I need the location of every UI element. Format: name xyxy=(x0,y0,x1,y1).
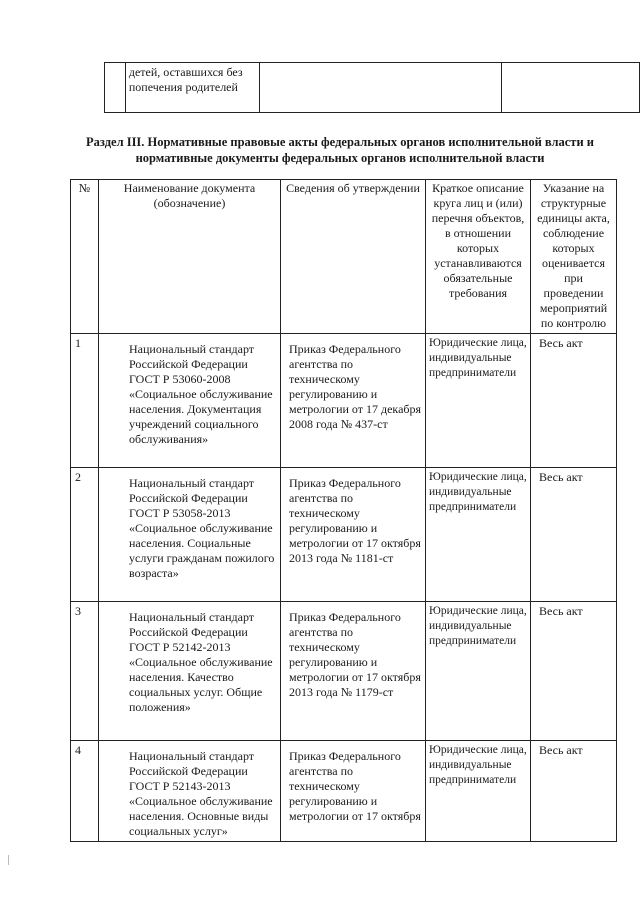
row-approval: Приказ Федерального агентства по техническому регулированию и метрологии от 17 октября xyxy=(281,741,426,842)
row-num: 3 xyxy=(71,602,99,741)
header-approval: Сведения об утверждении xyxy=(281,180,426,334)
table-row xyxy=(71,741,617,842)
row-num: 4 xyxy=(71,741,99,842)
row-document-name: Национальный стандарт Российской Федерации ГОСТ Р 53060-2008 «Социальное обслуживание населения. Документация учреждений социального обслуживания» xyxy=(99,334,281,468)
row-note: Весь акт xyxy=(531,602,617,741)
row-document-name: Национальный стандарт Российской Федерации ГОСТ Р 53058-2013 «Социальное обслуживание населения. Социальные услуги гражданам пожилого возраста» xyxy=(99,468,281,602)
continuation-row xyxy=(105,63,640,113)
row-note: Весь акт xyxy=(531,334,617,468)
row-document-name: Национальный стандарт Российской Федерации ГОСТ Р 52142-2013 «Социальное обслуживание населения. Качество социальных услуг. Общие положения» xyxy=(99,602,281,741)
row-circle: Юридические лица, индивидуальные предприниматели xyxy=(426,741,531,842)
continuation-cell-empty-1 xyxy=(260,63,502,113)
row-num: 1 xyxy=(71,334,99,468)
row-circle: Юридические лица, индивидуальные предприниматели xyxy=(426,602,531,741)
continuation-table xyxy=(104,62,640,113)
row-note: Весь акт xyxy=(531,741,617,842)
table-row xyxy=(71,334,617,468)
header-name: Наименование документа (обозначение) xyxy=(99,180,281,334)
normative-acts-table xyxy=(70,179,617,842)
row-note: Весь акт xyxy=(531,468,617,602)
row-circle: Юридические лица, индивидуальные предприниматели xyxy=(426,468,531,602)
section-title: Раздел III. Нормативные правовые акты федеральных органов исполнительной власти и нормативные документы федеральных органов исполнительной власти xyxy=(86,135,594,165)
continuation-cell-text: детей, оставшихся без попечения родителей xyxy=(125,63,259,113)
header-note: Указание на структурные единицы акта, соблюдение которых оценивается при проведении мероприятий по контролю xyxy=(531,180,617,334)
row-approval: Приказ Федерального агентства по техническому регулированию и метрологии от 17 октября 2013 года № 1181-ст xyxy=(281,468,426,602)
row-num: 2 xyxy=(71,468,99,602)
row-approval: Приказ Федерального агентства по техническому регулированию и метрологии от 17 декабря 2008 года № 437-ст xyxy=(281,334,426,468)
header-circle: Краткое описание круга лиц и (или) перечня объектов, в отношении которых устанавливаются обязательные требования xyxy=(426,180,531,334)
table-header-row xyxy=(71,180,617,334)
header-num: № xyxy=(71,180,99,334)
row-circle: Юридические лица, индивидуальные предприниматели xyxy=(426,334,531,468)
row-approval: Приказ Федерального агентства по техническому регулированию и метрологии от 17 октября 2013 года № 1179-ст xyxy=(281,602,426,741)
continuation-cell-num xyxy=(105,63,126,113)
scan-margin-mark xyxy=(8,855,9,865)
table-row xyxy=(71,602,617,741)
table-row xyxy=(71,468,617,602)
continuation-cell-empty-2 xyxy=(502,63,640,113)
row-document-name: Национальный стандарт Российской Федерации ГОСТ Р 52143-2013 «Социальное обслуживание населения. Основные виды социальных услуг» xyxy=(99,741,281,842)
